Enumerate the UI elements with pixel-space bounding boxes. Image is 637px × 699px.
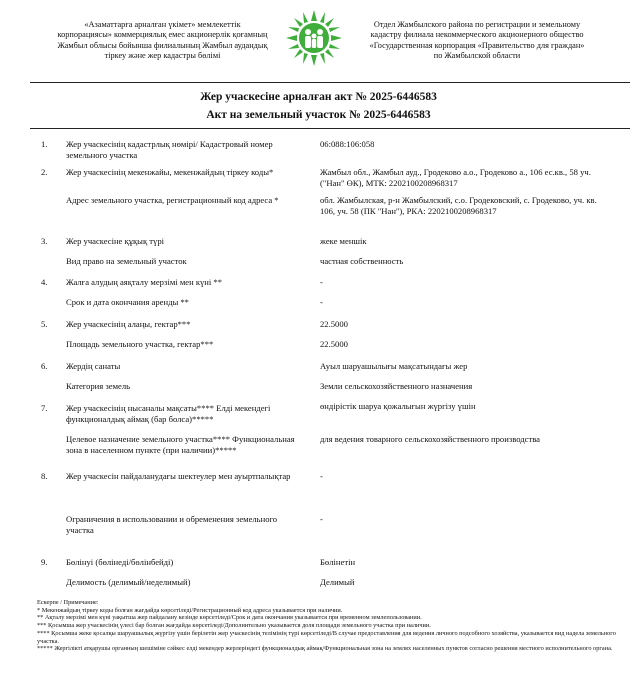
header-right-line: кадастру филиала некоммерческого акционерного общество [370, 30, 584, 40]
header-left-line: «Азаматтарға арналған үкімет» мемлекеттік [84, 20, 241, 29]
row-value: Жамбыл обл., Жамбыл ауд., Гродеково а.о., Гродеково а., 106 ес.кв., 58 уч. ("Нан" ӨК), МТК: 2202100208968317 [320, 167, 591, 188]
header-right [358, 20, 596, 62]
row-value: обл. Жамбылская, р-н Жамбылский, с.о. Гродековский, с. Гродеково, уч. кв. 106, уч. 58 (ПК "Нан"), РКА: 2202100208968317 [320, 195, 597, 216]
row-number: 3. [41, 236, 48, 246]
row-value: - [320, 297, 323, 307]
row-value: Бөлінетін [320, 557, 356, 567]
header-left [50, 20, 275, 62]
row-label: Площадь земельного участка, гектар*** [66, 339, 214, 349]
row-number: 7. [41, 403, 48, 413]
header-right-line: Отдел Жамбылского района по регистрации и земельному [373, 20, 581, 29]
row-label: Жер учаскесінің мекенжайы, мекенжайдың тіркеу коды* [66, 167, 274, 177]
row-label: Вид право на земельный участок [66, 256, 187, 266]
header-left-line: тіркеу және жер кадастры бөлімі [104, 51, 221, 61]
row-label: Бөлінуі (бөлінеді/бөлінбейді) [66, 557, 174, 567]
footnote: ** Ақталу мерзімі мен күні уақытша жер пайдалану кезінде көрсетіледі/Срок и дата окончания указывается при временном землепользовании. [37, 614, 422, 622]
header-left-line: корпорациясы» коммерциялық емес акционерлік қоғамның [57, 30, 268, 40]
footnote: *** Қосымша жер учаскесінің үлесі бар болған жағдайда көрсетіледі/Дополнительно указывается доля площади земельного участка при наличии. [37, 622, 431, 630]
footnote: ***** Жергілікті атқарушы органның шешіміне сәйкес елді мекендер жерлеріндегі функционалдық аймақ/Функциональная зона на землях населенных пунктов согласно решения местного исполнительного органа. [37, 645, 613, 653]
row-number: 2. [41, 167, 48, 177]
row-number: 9. [41, 557, 48, 567]
row-number: 6. [41, 361, 48, 371]
corporation-logo [284, 8, 344, 68]
row-value: - [320, 514, 323, 524]
row-value: Ауыл шаруашылығы мақсатындағы жер [320, 361, 468, 371]
row-number: 4. [41, 277, 48, 287]
footnote: * Мекенжайдың тіркеу коды болған жағдайда көрсетіледі/Регистрационный код адреса указывается при наличии. [37, 606, 343, 614]
row-label: Жер учаскесінің нысаналы мақсаты**** Елді мекендегі функционалдық аймақ (бар болса)***** [66, 403, 271, 424]
header-right-line: «Государственная корпорация «Правительство для граждан» [369, 40, 585, 50]
row-label: Адрес земельного участка, регистрационный код адреса * [66, 195, 279, 205]
header-right-line: по Жамбылской области [433, 51, 521, 61]
row-label: Жер учаскесінің алаңы, гектар*** [66, 319, 191, 329]
title-divider [30, 128, 630, 129]
row-number: 8. [41, 471, 48, 481]
footnotes [37, 599, 617, 653]
footnote: **** Қосымша жеке қосалқы шаруашылық жүргізу үшін берілетін жер учаскесінің телімінің түрі көрсетіледі/В случае предоставления для ведения личного подсобного хозяйства, указывается вид надела земельного участка. [37, 629, 616, 645]
row-number: 1. [41, 139, 48, 149]
row-value: 22.5000 [320, 339, 348, 349]
row-label: Жалға алудың аяқталу мерзімі мен күні ** [66, 277, 223, 287]
row-value: өндірістік шаруа қожалығын жүргізу үшін [320, 401, 476, 411]
row-label: Срок и дата окончания аренды ** [66, 297, 189, 307]
row-value: 22.5000 [320, 319, 348, 329]
row-value: 06:088:106:058 [320, 139, 375, 149]
row-value: для ведения товарного сельскохозяйственного производства [320, 434, 540, 444]
row-value: - [320, 277, 323, 287]
row-label: Ограничения в использовании и обременения земельного участка [66, 514, 278, 535]
row-label: Категория земель [66, 381, 131, 391]
row-label: Жер учаскесінің кадастрлық нөмірі/ Кадастровый номер земельного участка [66, 139, 273, 160]
row-value: частная собственность [320, 256, 404, 266]
header-divider [30, 82, 630, 83]
act-title-ru: Акт на земельный участок № 2025-6446583 [206, 109, 431, 121]
row-value: Земли сельскохозяйственного назначения [320, 381, 473, 391]
header-left-line: Жамбыл облысы бойынша филиалының Жамбыл аудандық [57, 40, 268, 50]
row-label: Целевое назначение земельного участка**** Функциональная зона в населенном пункте (при наличии)***** [66, 434, 295, 455]
row-label: Жер учаскесіне құқық түрі [66, 236, 165, 246]
footnotes-heading: Ескерпе / Примечание: [37, 599, 99, 606]
row-value: жеке меншік [320, 236, 367, 246]
row-number: 5. [41, 319, 48, 329]
row-label: Жер учаскесін пайдаланудағы шектеулер мен ауыртпалықтар [66, 471, 291, 481]
row-label: Жердің санаты [66, 361, 121, 371]
act-title-kz: Жер учаскесіне арналған акт № 2025-6446583 [200, 91, 437, 103]
row-label: Делимость (делимый/неделимый) [66, 577, 191, 587]
row-value: - [320, 471, 323, 481]
row-value: Делимый [320, 577, 355, 587]
